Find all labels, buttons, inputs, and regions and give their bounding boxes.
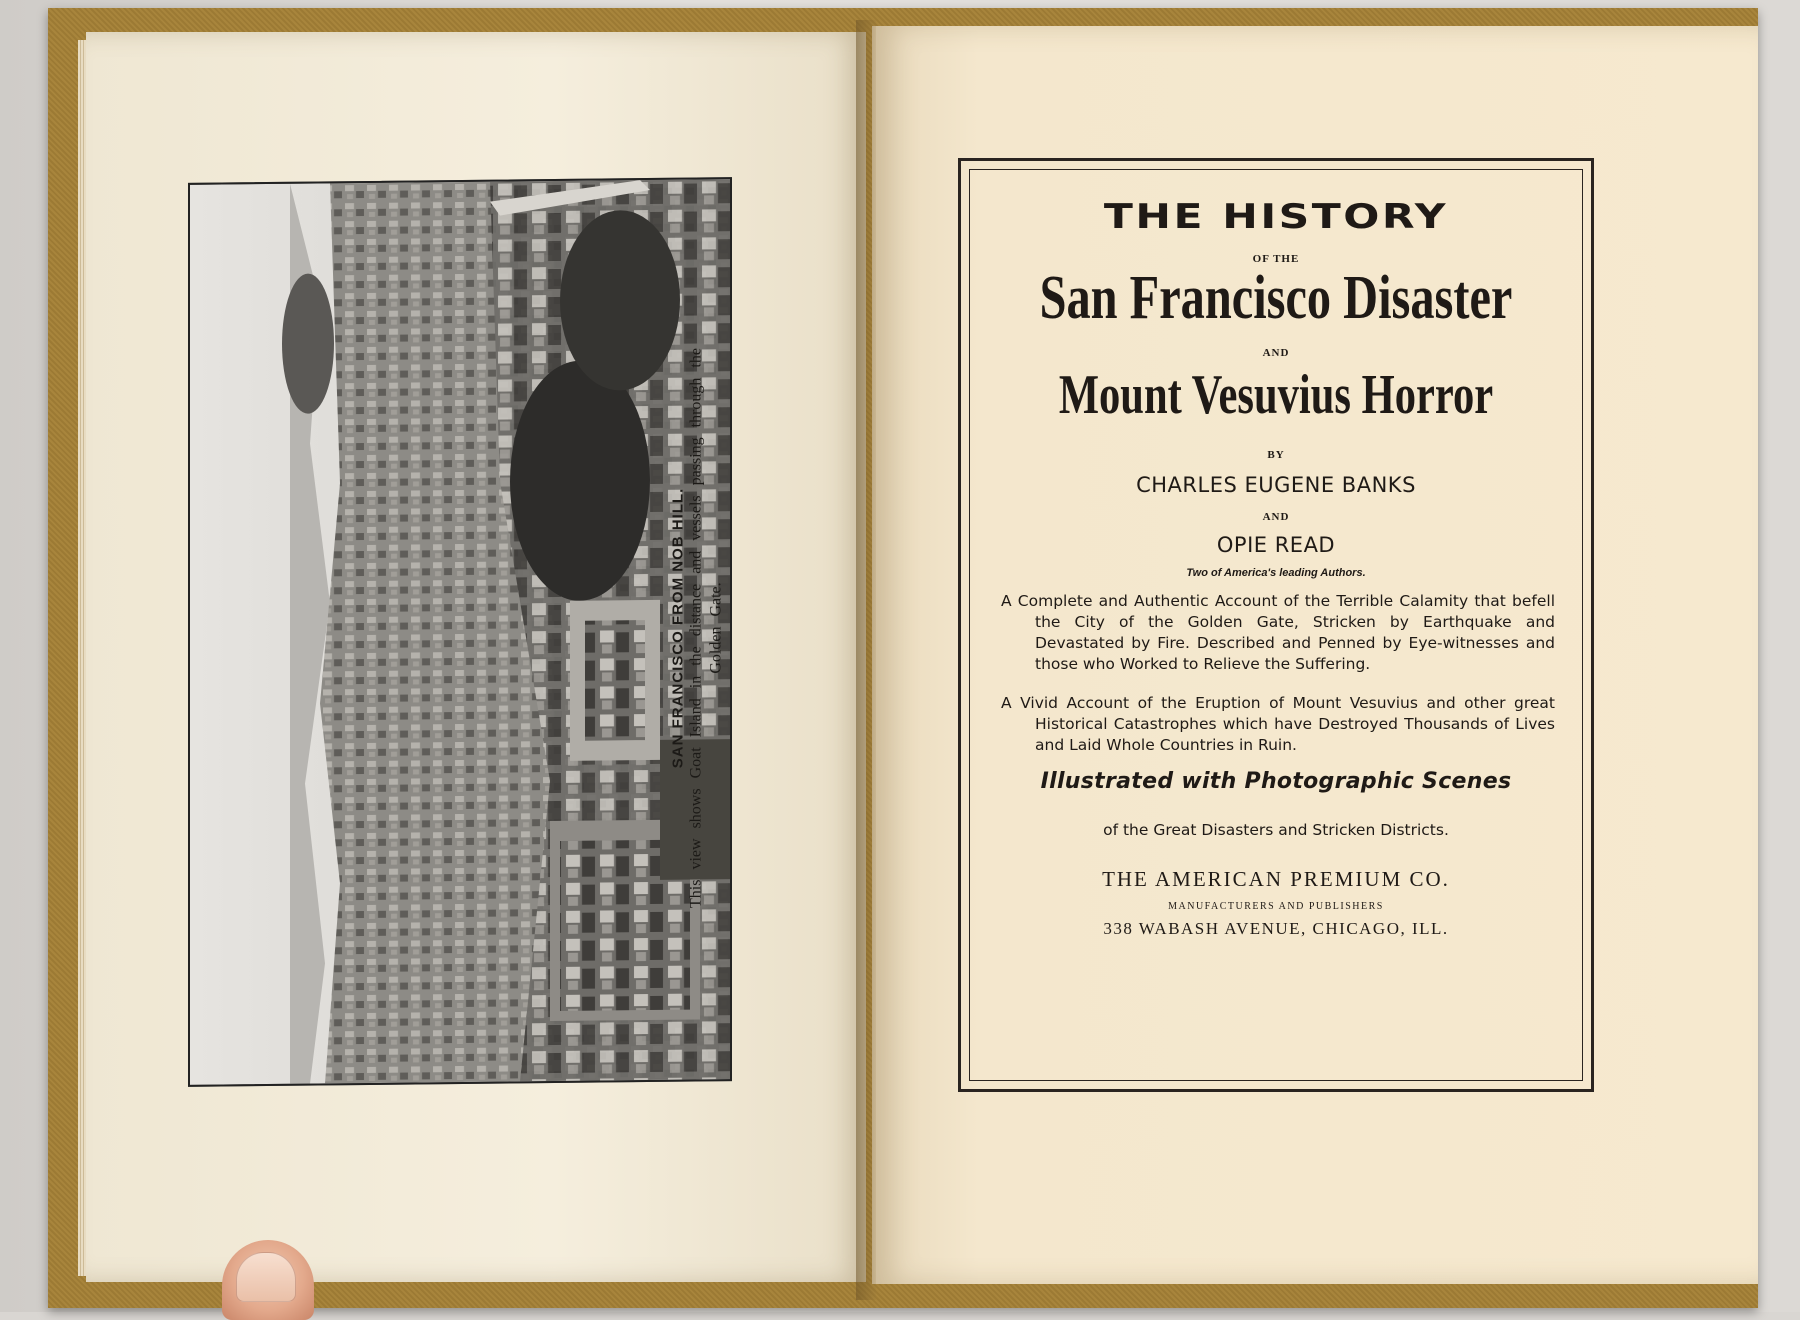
city-photo-illustration <box>190 179 730 1085</box>
description-paragraph-2: A Vivid Account of the Eruption of Mount Vesuvius and other great Historical Catastrophes which have Destroyed Thousands of Lives and Laid Whole Countries in Ruin. <box>1001 694 1555 754</box>
author-banks: CHARLES EUGENE BANKS <box>1136 473 1416 497</box>
caption-line-1: This view shows Goat Island in the distance and vessels passing through the <box>687 348 705 908</box>
publisher-subtitle: MANUFACTURERS AND PUBLISHERS <box>1168 901 1384 912</box>
title-and-1: AND <box>1262 347 1290 359</box>
caption-title: SAN FRANCISCO FROM NOB HILL. <box>669 487 687 769</box>
title-and-2: AND <box>1262 511 1290 523</box>
thumbnail <box>236 1252 296 1302</box>
title-of-the: OF THE <box>1252 253 1300 265</box>
publisher-name: THE AMERICAN PREMIUM CO. <box>1102 867 1450 891</box>
title-san-francisco-disaster: San Francisco Disaster <box>1039 264 1513 332</box>
authors-note: Two of America's leading Authors. <box>1186 567 1366 579</box>
publisher-address: 338 WABASH AVENUE, CHICAGO, ILL. <box>1103 919 1449 938</box>
illustrated-heading: Illustrated with Photographic Scenes <box>1040 769 1512 794</box>
book-gutter <box>856 20 876 1300</box>
illustrated-subheading: of the Great Disasters and Stricken Districts. <box>1103 821 1449 839</box>
caption-line-2: Golden Gate. <box>707 582 725 674</box>
title-page-frame <box>958 158 1594 1092</box>
description-paragraph-1: A Complete and Authentic Account of the Terrible Calamity that befell the City of the Golden Gate, Stricken by Earthquake and Devastated by Fire. Described and Penned by Eye-witnesses and those who Worked to Relieve the Suffering. <box>1001 592 1555 673</box>
author-read: OPIE READ <box>1216 533 1336 557</box>
title-by: BY <box>1267 449 1285 461</box>
title-history: THE HISTORY <box>1103 197 1449 237</box>
title-mount-vesuvius-horror: Mount Vesuvius Horror <box>1058 364 1494 426</box>
city-photograph <box>188 177 732 1087</box>
